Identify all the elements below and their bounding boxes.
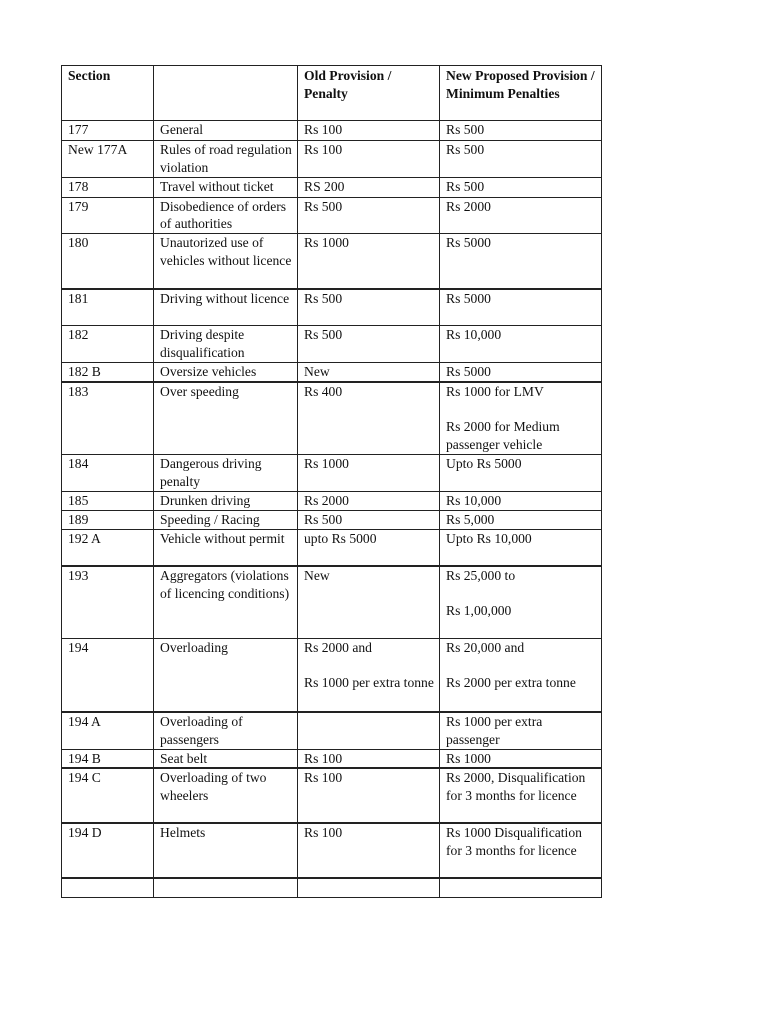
- old-penalty-cell: [298, 492, 440, 511]
- old-penalty-text: Rs 1000 per extra tonne: [304, 675, 434, 691]
- old-penalty-text: Rs 1000: [304, 456, 349, 472]
- section-cell: 194 A: [62, 712, 154, 749]
- table-row: [62, 289, 602, 326]
- description-cell: Vehicle without permit: [154, 530, 298, 566]
- old-penalty-text: Rs 100: [304, 825, 343, 841]
- new-penalty-cell: [440, 382, 602, 455]
- table-row: [62, 712, 602, 749]
- section-cell: 192 A: [62, 530, 154, 566]
- new-penalty-text: Rs 500: [446, 178, 485, 194]
- section-cell: [62, 878, 154, 897]
- section-cell: 194 B: [62, 749, 154, 768]
- section-cell: 189: [62, 511, 154, 530]
- new-penalty-cell: [440, 121, 602, 141]
- new-penalty-cell: [440, 455, 602, 492]
- table-row: [62, 197, 602, 234]
- old-penalty-cell: [298, 121, 440, 141]
- old-penalty-cell: [298, 530, 440, 566]
- table-row: [62, 768, 602, 823]
- old-penalty-text: Rs 500: [304, 290, 343, 306]
- header-new-provision: New Proposed Provision / Minimum Penalties: [440, 66, 602, 121]
- old-penalty-cell: [298, 141, 440, 178]
- new-penalty-cell: [440, 639, 602, 712]
- old-penalty-text: Rs 500: [304, 198, 343, 214]
- new-penalty-cell: [440, 511, 602, 530]
- section-cell: 182: [62, 326, 154, 363]
- table-row: [62, 511, 602, 530]
- section-cell: 183: [62, 382, 154, 455]
- new-penalty-cell: [440, 530, 602, 566]
- description-cell: Speeding / Racing: [154, 511, 298, 530]
- old-penalty-cell: [298, 177, 440, 197]
- table-row: [62, 492, 602, 511]
- description-cell: Aggregators (violations of licencing conditions): [154, 566, 298, 639]
- header-description: [154, 66, 298, 121]
- new-penalty-cell: [440, 326, 602, 363]
- old-penalty-cell: [298, 639, 440, 712]
- new-penalty-text: Rs 20,000 and: [446, 640, 525, 656]
- description-cell: Dangerous driving penalty: [154, 455, 298, 492]
- description-cell: Disobedience of orders of authorities: [154, 197, 298, 234]
- penalty-table: [61, 65, 602, 898]
- section-cell: 178: [62, 177, 154, 197]
- new-penalty-text: Rs 500: [446, 122, 485, 137]
- new-penalty-text: Rs 1,00,000: [446, 602, 512, 618]
- new-penalty-text: Rs 10,000: [446, 327, 502, 343]
- table-row: [62, 455, 602, 492]
- old-penalty-cell: [298, 234, 440, 289]
- paragraph-gap: [304, 657, 434, 674]
- new-penalty-cell: [440, 712, 602, 749]
- paragraph-gap: [446, 401, 596, 418]
- section-cell: 194: [62, 639, 154, 712]
- table-row: [62, 234, 602, 289]
- header-old-provision: Old Provision / Penalty: [298, 66, 440, 121]
- table-row: [62, 878, 602, 897]
- old-penalty-cell: [298, 749, 440, 768]
- old-penalty-cell: [298, 768, 440, 823]
- description-cell: Rules of road regulation violation: [154, 141, 298, 178]
- old-penalty-text: upto Rs 5000: [304, 531, 377, 547]
- old-penalty-text: Rs 2000: [304, 493, 349, 509]
- old-penalty-cell: [298, 511, 440, 530]
- new-penalty-text: Rs 1000 Disqualification for 3 months for licence: [446, 825, 586, 859]
- old-penalty-text: Rs 1000: [304, 235, 349, 251]
- old-penalty-text: Rs 500: [304, 327, 343, 343]
- section-cell: 194 D: [62, 823, 154, 878]
- old-penalty-text: Rs 100: [304, 770, 343, 786]
- old-penalty-text: New: [304, 567, 330, 583]
- new-penalty-text: Rs 5,000: [446, 512, 495, 528]
- description-cell: Driving without licence: [154, 289, 298, 326]
- new-penalty-cell: [440, 878, 602, 897]
- section-cell: 182 B: [62, 363, 154, 382]
- paragraph-gap: [446, 657, 596, 674]
- description-cell: Over speeding: [154, 382, 298, 455]
- old-penalty-cell: [298, 289, 440, 326]
- old-penalty-cell: [298, 382, 440, 455]
- section-cell: 194 C: [62, 768, 154, 823]
- new-penalty-text: Rs 25,000 to: [446, 567, 516, 583]
- table-row: [62, 363, 602, 382]
- old-penalty-text: Rs 100: [304, 142, 343, 157]
- header-row: [62, 66, 602, 121]
- new-penalty-text: Rs 2000 for Medium passenger vehicle: [446, 418, 564, 452]
- old-penalty-text: Rs 400: [304, 383, 343, 399]
- table-row: [62, 530, 602, 566]
- section-cell: 185: [62, 492, 154, 511]
- description-cell: Unautorized use of vehicles without licence: [154, 234, 298, 289]
- description-cell: Overloading of passengers: [154, 712, 298, 749]
- new-penalty-cell: [440, 823, 602, 878]
- new-penalty-cell: [440, 749, 602, 768]
- table-row: [62, 121, 602, 141]
- description-cell: General: [154, 121, 298, 141]
- new-penalty-text: Rs 1000 per extra passenger: [446, 713, 546, 747]
- old-penalty-cell: [298, 566, 440, 639]
- description-cell: Seat belt: [154, 749, 298, 768]
- new-penalty-text: Upto Rs 5000: [446, 456, 522, 472]
- new-penalty-text: Rs 1000: [446, 750, 491, 766]
- table-row: [62, 566, 602, 639]
- new-penalty-cell: [440, 492, 602, 511]
- table-row: [62, 141, 602, 178]
- old-penalty-cell: [298, 326, 440, 363]
- new-penalty-text: Rs 5000: [446, 364, 491, 380]
- new-penalty-cell: [440, 363, 602, 382]
- old-penalty-cell: [298, 823, 440, 878]
- table-row: [62, 639, 602, 712]
- new-penalty-text: Rs 500: [446, 142, 485, 157]
- description-cell: [154, 878, 298, 897]
- old-penalty-cell: [298, 455, 440, 492]
- old-penalty-cell: [298, 363, 440, 382]
- section-cell: 193: [62, 566, 154, 639]
- new-penalty-text: Rs 2000, Disqualification for 3 months for licence: [446, 770, 589, 804]
- section-cell: 179: [62, 197, 154, 234]
- new-penalty-text: Rs 1000 for LMV: [446, 383, 544, 399]
- new-penalty-text: Upto Rs 10,000: [446, 531, 532, 547]
- table-row: [62, 382, 602, 455]
- section-cell: New 177A: [62, 141, 154, 178]
- section-cell: 177: [62, 121, 154, 141]
- new-penalty-text: Rs 2000: [446, 198, 491, 214]
- old-penalty-text: Rs 100: [304, 122, 343, 137]
- old-penalty-text: RS 200: [304, 178, 345, 194]
- table-row: [62, 749, 602, 768]
- description-cell: Drunken driving: [154, 492, 298, 511]
- old-penalty-cell: [298, 197, 440, 234]
- new-penalty-text: Rs 5000: [446, 290, 491, 306]
- table-row: [62, 823, 602, 878]
- paragraph-gap: [446, 585, 596, 602]
- new-penalty-cell: [440, 141, 602, 178]
- new-penalty-cell: [440, 177, 602, 197]
- description-cell: Overloading: [154, 639, 298, 712]
- new-penalty-text: Rs 2000 per extra tonne: [446, 675, 576, 691]
- description-cell: Overloading of two wheelers: [154, 768, 298, 823]
- new-penalty-cell: [440, 234, 602, 289]
- description-cell: Travel without ticket: [154, 177, 298, 197]
- old-penalty-cell: [298, 878, 440, 897]
- section-cell: 184: [62, 455, 154, 492]
- header-section: Section: [62, 66, 154, 121]
- new-penalty-cell: [440, 566, 602, 639]
- table-row: [62, 177, 602, 197]
- new-penalty-cell: [440, 197, 602, 234]
- new-penalty-text: Rs 5000: [446, 235, 491, 251]
- table-row: [62, 326, 602, 363]
- old-penalty-text: Rs 100: [304, 750, 343, 766]
- old-penalty-cell: [298, 712, 440, 749]
- new-penalty-cell: [440, 289, 602, 326]
- old-penalty-text: New: [304, 364, 330, 380]
- old-penalty-text: Rs 2000 and: [304, 640, 372, 656]
- new-penalty-text: Rs 10,000: [446, 493, 502, 509]
- section-cell: 180: [62, 234, 154, 289]
- description-cell: Helmets: [154, 823, 298, 878]
- description-cell: Driving despite disqualification: [154, 326, 298, 363]
- new-penalty-cell: [440, 768, 602, 823]
- description-cell: Oversize vehicles: [154, 363, 298, 382]
- table-body: [62, 121, 602, 898]
- old-penalty-text: Rs 500: [304, 512, 343, 528]
- section-cell: 181: [62, 289, 154, 326]
